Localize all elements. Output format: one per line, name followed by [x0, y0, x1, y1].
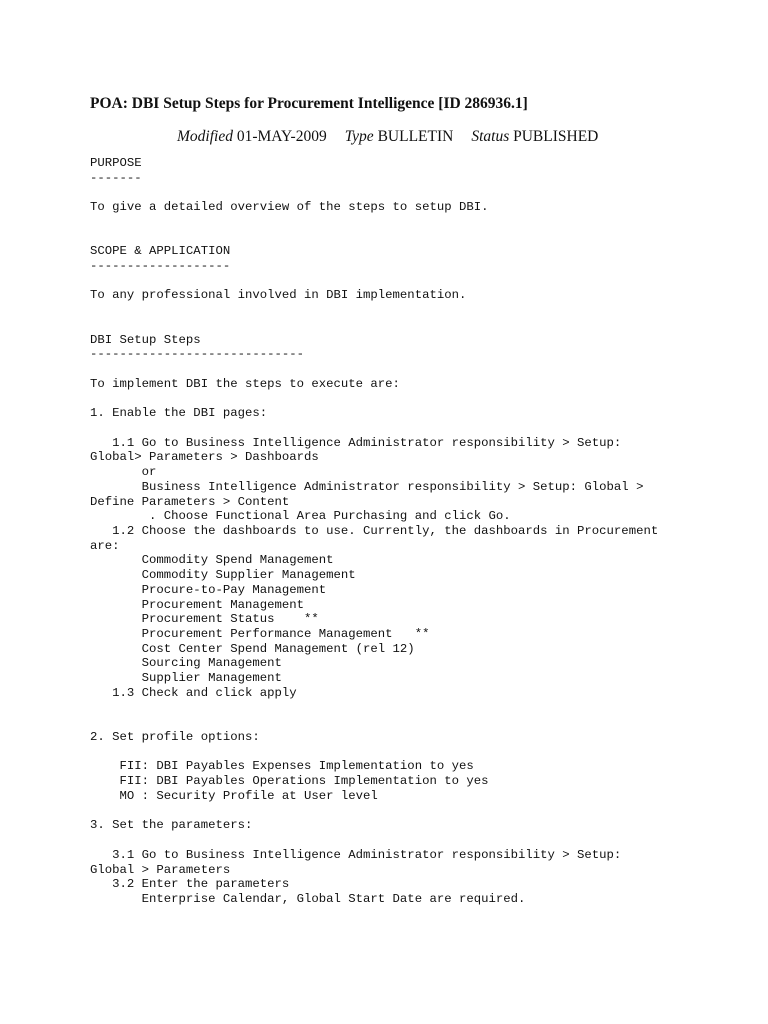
type-value: BULLETIN	[377, 128, 454, 145]
document-line: Global> Parameters > Dashboards	[90, 450, 319, 465]
document-line: 1.2 Choose the dashboards to use. Currently, the dashboards in Procurement	[90, 523, 659, 538]
document-line: Procure-to-Pay Management	[90, 582, 327, 597]
document-page	[90, 94, 750, 907]
document-line	[90, 392, 750, 407]
document-line	[90, 804, 750, 819]
document-line	[90, 303, 750, 318]
document-line: Procurement Status **	[90, 612, 319, 627]
document-line: Global > Parameters	[90, 862, 231, 877]
document-line: Enterprise Calendar, Global Start Date are required.	[90, 891, 526, 906]
document-meta	[90, 127, 750, 147]
document-body	[90, 156, 750, 907]
document-line	[90, 185, 750, 200]
document-line	[90, 274, 750, 289]
modified-value: 01-MAY-2009	[236, 128, 327, 145]
document-line: To implement DBI the steps to execute are:	[90, 376, 400, 391]
document-line: 1. Enable the DBI pages:	[90, 406, 268, 421]
status-value: PUBLISHED	[513, 128, 599, 145]
document-line: 3. Set the parameters:	[90, 818, 253, 833]
document-line	[90, 318, 750, 333]
document-line: 1.3 Check and click apply	[90, 685, 297, 700]
document-line: . Choose Functional Area Purchasing and click Go.	[90, 509, 511, 524]
document-title: POA: DBI Setup Steps for Procurement Intelligence [ID 286936.1]	[90, 95, 528, 112]
document-line: Procurement Performance Management **	[90, 627, 430, 641]
document-line: Supplier Management	[90, 671, 282, 686]
document-line: To give a detailed overview of the steps to setup DBI.	[90, 200, 489, 215]
document-line: Sourcing Management	[90, 656, 282, 671]
document-line: 3.2 Enter the parameters	[90, 877, 290, 892]
document-line	[90, 745, 750, 760]
document-line: SCOPE & APPLICATION	[90, 244, 231, 259]
document-line: FII: DBI Payables Expenses Implementation to yes	[90, 759, 474, 774]
status-label: Status	[471, 128, 510, 145]
document-line: 1.1 Go to Business Intelligence Administrator responsibility > Setup:	[90, 435, 622, 450]
document-line: 2. Set profile options:	[90, 730, 260, 745]
document-line: -----------------------------	[90, 347, 305, 362]
document-line	[90, 715, 750, 730]
document-line: Procurement Management	[90, 597, 305, 612]
document-line	[90, 362, 750, 377]
document-line: To any professional involved in DBI implementation.	[90, 288, 467, 303]
document-line: Cost Center Spend Management (rel 12)	[90, 641, 415, 656]
document-line: PURPOSE	[90, 156, 142, 170]
document-line: are:	[90, 538, 120, 553]
document-line: -------	[90, 170, 142, 185]
document-line: FII: DBI Payables Operations Implementation to yes	[90, 774, 489, 789]
document-line	[90, 215, 750, 230]
document-line: or	[90, 465, 157, 480]
document-line: MO : Security Profile at User level	[90, 788, 378, 803]
document-line: Commodity Spend Management	[90, 553, 334, 568]
document-line: Define Parameters > Content	[90, 494, 290, 509]
document-line: DBI Setup Steps	[90, 332, 201, 347]
document-line: 3.1 Go to Business Intelligence Administrator responsibility > Setup:	[90, 847, 622, 862]
modified-label: Modified	[177, 128, 233, 145]
document-line: Commodity Supplier Management	[90, 568, 356, 583]
document-line: -------------------	[90, 259, 231, 274]
document-line	[90, 230, 750, 245]
document-line	[90, 701, 750, 716]
type-label: Type	[344, 128, 374, 145]
document-line	[90, 421, 750, 436]
document-line	[90, 833, 750, 848]
document-line: Business Intelligence Administrator responsibility > Setup: Global >	[90, 479, 644, 494]
